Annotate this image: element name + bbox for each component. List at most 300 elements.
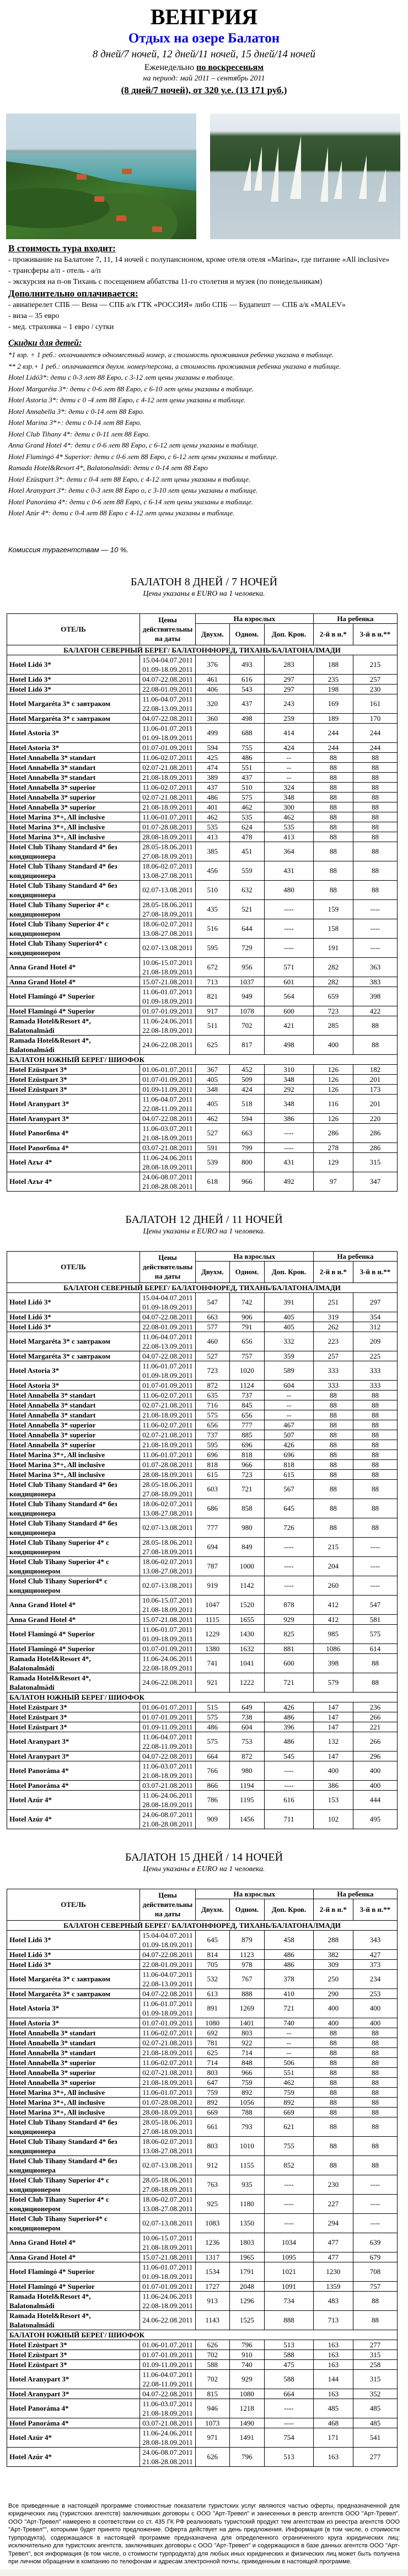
region-row: [7, 2330, 398, 2340]
price-extra-bed: 458: [265, 1930, 314, 1949]
price-extra-bed: 754: [265, 2428, 314, 2447]
price-single: 656: [229, 1410, 265, 1420]
price-double: 737: [196, 1430, 230, 1440]
price-double: 702: [196, 2369, 230, 2389]
price-child-3rd: 88: [353, 2077, 397, 2087]
valid-dates: [140, 1809, 196, 1829]
valid-dates: [140, 938, 196, 957]
hotel-name: Hotel Flamingó 4* Superior: [7, 2281, 140, 2291]
price-child-3rd: 312: [353, 1322, 397, 1332]
valid-dates: [140, 1380, 196, 1390]
valid-dates: [140, 1123, 196, 1143]
price-extra-bed: 892: [265, 2097, 314, 2107]
hotel-name: Hotel Margaréta 3* с завтраком: [7, 713, 140, 723]
hotel-name: Hotel Marina 3*+, All inclusive: [7, 1449, 140, 1459]
hotel-name: Hotel Annabella 3* superior: [7, 2067, 140, 2077]
price-child-3rd: 253: [353, 1988, 397, 1998]
price-double: 389: [196, 772, 230, 782]
price-child-3rd: 88: [353, 861, 397, 880]
price-double: 1080: [196, 2018, 230, 2028]
date-range: 10.06-15.07.2011: [142, 958, 193, 967]
kids-item: Ramada Hotel&Resort 4*, Balatonalmádi: дети с 0-14 лет 88 Евро: [8, 464, 208, 472]
price-single: 879: [229, 1930, 265, 1949]
price-child-2nd: 116: [313, 1094, 353, 1113]
date-range: 11.06-01.07.2011: [142, 1625, 193, 1634]
date-range: 01.09-18.09.2011: [142, 2008, 193, 2017]
table-row: [7, 723, 398, 742]
valid-dates: [140, 1761, 196, 1780]
hotel-name: Hotel Marina 3*+, All inclusive: [7, 2087, 140, 2097]
price-child-3rd: 88: [353, 1440, 397, 1449]
hotel-name: Hotel Ezüstpart 3*: [7, 1712, 140, 1722]
price-tables: [0, 575, 408, 2467]
hotel-name: Hotel Aranypart 3*: [7, 1113, 140, 1123]
price-extra-bed: 1095: [265, 2252, 314, 2262]
date-range: 15.07-21.08.2011: [142, 977, 193, 986]
price-child-2nd: 251: [313, 1292, 353, 1312]
price-single: 906: [229, 1312, 265, 1322]
table-title: БАЛАТОН 12 ДНЕЙ / 11 НОЧЕЙ: [125, 1213, 283, 1226]
price-child-2nd: 288: [313, 1930, 353, 1949]
price-double: 803: [196, 2136, 230, 2155]
price-extra-bed: 480: [265, 880, 314, 899]
price-child-2nd: 223: [313, 1332, 353, 1351]
price-single: 753: [229, 1732, 265, 1751]
price-from: (8 дней/7 ночей), от 320 у.е. (13 171 руб.): [121, 85, 287, 95]
valid-dates: [140, 1143, 196, 1152]
price-child-3rd: 495: [353, 1809, 397, 1829]
valid-dates: [140, 1790, 196, 1809]
price-extra-bed: 740: [265, 2018, 314, 2028]
price-single: 551: [229, 762, 265, 772]
price-child-2nd: 400: [313, 1761, 353, 1780]
price-double: 613: [196, 1988, 230, 1998]
hotel-name: Hotel Marina 3*+, All inclusive: [7, 2097, 140, 2107]
price-extra-bed: 486: [265, 1949, 314, 1959]
table-row: [7, 1469, 398, 1479]
hotel-name: Hotel Lidó 3*: [7, 1322, 140, 1332]
price-extra-bed: 616: [265, 1790, 314, 1809]
table-row: [7, 1400, 398, 1410]
valid-dates: [140, 2057, 196, 2067]
price-extra-bed: ----: [265, 1761, 314, 1780]
table-row: [7, 1292, 398, 1312]
table-row: [7, 1751, 398, 1761]
included-heading: В стоимость тура входит:: [8, 243, 116, 254]
price-child-2nd: 88: [313, 2038, 353, 2047]
kids-item: Hotel Aranypart 3*: дети с 0-3 лет 88 Евро о, с 3-10 лет цены указаны в таблице.: [8, 486, 258, 494]
price-double: 460: [196, 1332, 230, 1351]
price-double: 818: [196, 1459, 230, 1469]
price-single: 702: [229, 1016, 265, 1035]
price-child-3rd: 485: [353, 2399, 397, 2418]
date-range: 28.05-18.06.2011: [142, 842, 193, 851]
hotel-name: Hotel Lidó 3*: [7, 674, 140, 684]
price-child-3rd: 88: [353, 832, 397, 842]
price-double: 532: [196, 1969, 230, 1988]
price-extra-bed: 414: [265, 723, 314, 742]
region-north-label: БАЛАТОН СЕВЕРНЫЙ БЕРЕГ/ БАЛАТОНФЮРЕД, ТИХАНЬ/БАЛАТОНАЛМАДИ: [7, 645, 398, 655]
price-extra-bed: 348: [265, 792, 314, 802]
hotel-name: Hotel Annabella 3* standart: [7, 752, 140, 762]
table-row: [7, 2028, 398, 2038]
date-range: 11.06-02.07.2011: [142, 2058, 193, 2067]
price-child-3rd: 547: [353, 1595, 397, 1614]
valid-dates: [140, 694, 196, 713]
table-row: [7, 802, 398, 812]
price-single: 604: [229, 1722, 265, 1732]
hotel-name: Hotel Annabella 3* standart: [7, 2047, 140, 2057]
hotel-name: Hotel Club Tihany Standard 4* без кондиционера: [7, 1499, 140, 1518]
hotel-name: Hotel Annabella 3* superior: [7, 782, 140, 792]
price-double: 892: [196, 2097, 230, 2107]
table-row: [7, 2018, 398, 2028]
price-extra-bed: 878: [265, 1595, 314, 1614]
price-single: 1456: [229, 1809, 265, 1829]
kids-discounts-list: [8, 349, 400, 519]
date-range: 15.07-21.08.2011: [142, 1615, 193, 1624]
valid-dates: [140, 1930, 196, 1949]
table-row: [7, 782, 398, 792]
price-single: 1195: [229, 1790, 265, 1809]
table-row: [7, 2087, 398, 2097]
valid-dates: [140, 2233, 196, 2252]
date-range: 28.08-18.09.2011: [142, 832, 193, 841]
kids-item: Hotel Astoria 3*: дети с 0 -4 лет 88 Евро, с 4-12 лет цены указаны в таблице.: [8, 396, 246, 404]
table-row: [7, 1479, 398, 1499]
price-child-3rd: 220: [353, 1113, 397, 1123]
price-child-2nd: 88: [313, 2107, 353, 2117]
date-range: 21.08-18.09.2011: [142, 1771, 193, 1780]
price-double: 661: [196, 2117, 230, 2136]
price-extra-bed: 721: [265, 1673, 314, 1692]
price-single: 616: [229, 674, 265, 684]
date-range: 01.09-18.09.2011: [142, 2272, 193, 2281]
hotel-name: Hotel Panorбma 4*: [7, 1123, 140, 1143]
hotel-name: Anna Grand Hotel 4*: [7, 1614, 140, 1624]
valid-dates: [140, 2028, 196, 2038]
date-range: 04.07-22.08.2011: [142, 1752, 193, 1760]
hotel-name: Hotel Club Tihany Standard 4* без кондиционера: [7, 842, 140, 861]
price-single: 796: [229, 2447, 265, 2466]
included-item: - трансферы а/п - отель - а/п: [8, 267, 101, 275]
price-double: 891: [196, 1998, 230, 2018]
price-child-3rd: 88: [353, 1420, 397, 1430]
price-extra-bed: 929: [265, 1614, 314, 1624]
price-double: 1115: [196, 1614, 230, 1624]
table-row: [7, 1459, 398, 1469]
price-double: 664: [196, 1751, 230, 1761]
price-double: 692: [196, 2028, 230, 2038]
date-range: 01.07-01.09.2011: [142, 2350, 193, 2359]
price-single: 737: [229, 1390, 265, 1400]
price-child-3rd: 679: [353, 2252, 397, 2262]
col-double: Двухм.: [196, 623, 230, 645]
price-extra-bed: --: [265, 752, 314, 762]
price-extra-bed: --: [265, 1400, 314, 1410]
hotel-name: Hotel Club Tihany Superior 4* с кондиционером: [7, 919, 140, 938]
price-child-2nd: 1359: [313, 2281, 353, 2291]
valid-dates: [140, 1576, 196, 1595]
date-range: 11.06-01.07.2011: [142, 724, 193, 732]
valid-dates: [140, 1332, 196, 1351]
table-row: [7, 1624, 398, 1643]
price-child-2nd: 88: [313, 792, 353, 802]
date-range: 22.08-18.09.2011: [142, 1026, 193, 1034]
table-row: [7, 2291, 398, 2310]
price-single: 757: [229, 1351, 265, 1361]
hotel-name: Hotel Margaréta 3* с завтраком: [7, 1332, 140, 1351]
date-range: 22.08-13.09.2011: [142, 704, 193, 713]
price-child-3rd: 333: [353, 1361, 397, 1380]
table-row: [7, 2047, 398, 2057]
price-child-2nd: 158: [313, 919, 353, 938]
price-extra-bed: 545: [265, 1751, 314, 1761]
hotel-name: Hotel Marina 3*+, All inclusive: [7, 812, 140, 822]
date-range: 27.08-18.09.2011: [142, 2185, 193, 2194]
hotel-name: Hotel Azúr 4*: [7, 1809, 140, 1829]
price-child-2nd: 88: [313, 1449, 353, 1459]
hotel-name: Anna Grand Hotel 4*: [7, 2233, 140, 2252]
hotel-name: Hotel Annabella 3* standart: [7, 772, 140, 782]
price-extra-bed: 507: [265, 1430, 314, 1440]
table-header-row: [7, 1889, 398, 1899]
table-title: БАЛАТОН 15 ДНЕЙ / 14 НОЧЕЙ: [125, 1851, 283, 1863]
price-single: 845: [229, 1400, 265, 1410]
price-single: 858: [229, 1499, 265, 1518]
hotel-name: Ramada Hotel&Resort 4*, Balatonalmádi: [7, 1035, 140, 1054]
date-range: 22.08-01.09.2011: [142, 1960, 193, 1969]
hotel-name: Hotel Club Tihany Superior 4* с кондиционером: [7, 2175, 140, 2194]
hotel-name: Hotel Panoráma 4*: [7, 1761, 140, 1780]
hotel-name: Hotel Annabella 3* standart: [7, 2028, 140, 2038]
valid-dates: [140, 2194, 196, 2213]
price-single: 799: [229, 1143, 265, 1152]
price-extra-bed: --: [265, 2047, 314, 2057]
price-child-3rd: 266: [353, 1732, 397, 1751]
hotel-name: Hotel Annabella 3* superior: [7, 792, 140, 802]
price-child-3rd: 88: [353, 1479, 397, 1499]
price-child-3rd: 88: [353, 2047, 397, 2057]
price-double: 814: [196, 1949, 230, 1959]
table-row: [7, 2233, 398, 2252]
price-double: 1143: [196, 2310, 230, 2330]
hotel-name: Hotel Marina 3*+, All inclusive: [7, 832, 140, 842]
price-child-3rd: 315: [353, 1152, 397, 1172]
price-single: 437: [229, 694, 265, 713]
price-extra-bed: 486: [265, 1732, 314, 1751]
price-child-3rd: 88: [353, 2136, 397, 2155]
valid-dates: [140, 1459, 196, 1469]
date-range: 01.09-11.09.2011: [142, 1085, 193, 1093]
price-child-3rd: 88: [353, 782, 397, 792]
price-double: 499: [196, 723, 230, 742]
price-single: 966: [229, 2067, 265, 2077]
hotel-name: Hotel Club Tihany Standard 4* без кондиционера: [7, 880, 140, 899]
price-child-2nd: 88: [313, 1420, 353, 1430]
price-child-2nd: 88: [313, 812, 353, 822]
price-double: 588: [196, 2359, 230, 2369]
price-child-2nd: 215: [313, 1537, 353, 1556]
valid-dates: [140, 655, 196, 674]
date-range: 01.06-01.07.2011: [142, 1065, 193, 1074]
col-child-2nd: 2-й в н.*: [313, 1899, 353, 1920]
valid-dates: [140, 2359, 196, 2369]
price-extra-bed: 391: [265, 1292, 314, 1312]
price-double: 575: [196, 1410, 230, 1420]
table-row: [7, 861, 398, 880]
price-extra-bed: 413: [265, 832, 314, 842]
valid-dates: [140, 2018, 196, 2028]
price-child-3rd: 400: [353, 1998, 397, 2018]
price-extra-bed: 462: [265, 812, 314, 822]
price-child-2nd: 163: [313, 2340, 353, 2349]
price-child-3rd: 236: [353, 1702, 397, 1712]
price-child-2nd: 382: [313, 1949, 353, 1959]
date-range: 15.04-04.07.2011: [142, 1931, 193, 1939]
table-row: [7, 752, 398, 762]
price-extra-bed: 588: [265, 2349, 314, 2359]
table-row: [7, 2213, 398, 2233]
table-row: [7, 2262, 398, 2281]
valid-dates: [140, 1969, 196, 1988]
price-child-2nd: 88: [313, 1479, 353, 1499]
price-child-3rd: 373: [353, 1959, 397, 1969]
valid-dates: [140, 2369, 196, 2389]
table-row: [7, 2310, 398, 2330]
date-range: 11.06-02.07.2011: [142, 1420, 193, 1429]
price-double: 919: [196, 1576, 230, 1595]
price-extra-bed: 292: [265, 1084, 314, 1094]
price-child-3rd: 639: [353, 2233, 397, 2252]
price-double: 866: [196, 1780, 230, 1790]
valid-dates: [140, 2399, 196, 2418]
table-row: [7, 1123, 398, 1143]
price-child-2nd: 227: [313, 2194, 353, 2213]
price-child-2nd: 244: [313, 723, 353, 742]
price-extra-bed: 486: [265, 1712, 314, 1722]
price-child-3rd: ----: [353, 2213, 397, 2233]
valid-dates: [140, 1959, 196, 1969]
price-child-2nd: 88: [313, 2067, 353, 2077]
table-row: [7, 792, 398, 802]
price-extra-bed: 359: [265, 1351, 314, 1361]
price-child-2nd: 262: [313, 1322, 353, 1332]
price-single: 1401: [229, 2018, 265, 2028]
table-row: [7, 2077, 398, 2087]
price-child-3rd: 757: [353, 2281, 397, 2291]
valid-dates: [140, 1518, 196, 1537]
price-extra-bed: 571: [265, 957, 314, 977]
price-single: 493: [229, 655, 265, 674]
price-double: 626: [196, 2447, 230, 2466]
hotel-name: Hotel Annabella 3* superior: [7, 2057, 140, 2067]
price-double: 376: [196, 655, 230, 674]
price-extra-bed: 506: [265, 2057, 314, 2067]
price-child-3rd: 286: [353, 1143, 397, 1152]
hotel-name: Hotel Astoria 3*: [7, 1361, 140, 1380]
price-double: 405: [196, 1094, 230, 1113]
hotel-name: Hotel Panoráma 4*: [7, 2399, 140, 2418]
price-double: 702: [196, 2349, 230, 2359]
table-row: [7, 2107, 398, 2117]
price-child-2nd: 88: [313, 2057, 353, 2067]
hotel-name: Hotel Aranypart 3*: [7, 1732, 140, 1751]
hotel-name: Hotel Flamingó 4* Superior: [7, 1006, 140, 1016]
kids-item: *1 взр. + 1 реб.: оплачивается одноместный номер, а стоимость проживания ребенка указана в таблице.: [8, 351, 334, 359]
table-row: [7, 842, 398, 861]
price-extra-bed: ----: [265, 2194, 314, 2213]
price-single: 777: [229, 1420, 265, 1430]
price-child-3rd: 88: [353, 2117, 397, 2136]
region-row: [7, 645, 398, 655]
price-single: 1010: [229, 2136, 265, 2155]
valid-dates: [140, 2281, 196, 2291]
price-double: 406: [196, 684, 230, 694]
col-extra-bed: Доп. Кров.: [265, 623, 314, 645]
price-single: 742: [229, 1292, 265, 1312]
price-table: [7, 1251, 398, 1829]
price-single: 509: [229, 1074, 265, 1084]
price-double: 360: [196, 713, 230, 723]
valid-dates: [140, 2389, 196, 2399]
price-extra-bed: 283: [265, 655, 314, 674]
price-child-3rd: 170: [353, 713, 397, 723]
price-single: 1194: [229, 1780, 265, 1790]
price-single: 1791: [229, 2262, 265, 2281]
date-range: 10.06-15.07.2011: [142, 2233, 193, 2242]
date-range: 13.08-27.08.2011: [142, 871, 193, 880]
date-range: 11.06-03.07.2011: [142, 1761, 193, 1770]
valid-dates: [140, 842, 196, 861]
valid-dates: [140, 742, 196, 752]
hotel-name: Hotel Ezüstpart 3*: [7, 1722, 140, 1732]
valid-dates: [140, 1653, 196, 1673]
col-adults: На взрослых: [196, 1251, 314, 1261]
price-child-3rd: ----: [353, 2175, 397, 2194]
price-single: 800: [229, 1152, 265, 1172]
hotel-name: Hotel Marina 3*+, All inclusive: [7, 1469, 140, 1479]
date-range: 21.08-28.08.2011: [142, 2457, 193, 2466]
kids-item: Hotel Ezüstpart 3*: дети с 0-4 лет 88 Евро, с 4-12 лет цены указаны в таблице.: [8, 475, 251, 483]
price-double: 456: [196, 861, 230, 880]
hotel-name: Ramada Hotel&Resort 4*, Balatonalmádi: [7, 1673, 140, 1692]
price-table-section: [0, 1212, 408, 1829]
price-double: 645: [196, 1930, 230, 1949]
price-child-2nd: 88: [313, 1390, 353, 1400]
weekly-day: по воскресеньям: [196, 63, 264, 72]
price-double: 925: [196, 2194, 230, 2213]
table-row: [7, 2399, 398, 2418]
photo-row: [0, 114, 408, 240]
price-extra-bed: ----: [265, 2418, 314, 2428]
hotel-name: Hotel Annabella 3* superior: [7, 2077, 140, 2087]
price-single: 1520: [229, 1595, 265, 1614]
table-row: [7, 1790, 398, 1809]
included-item: - проживание на Балатоне 7, 11, 14 ночей с полупансионом, кроме отеля отеля «Marina», где питание «All inclusive»: [8, 256, 390, 264]
price-extra-bed: 755: [265, 2136, 314, 2155]
table-row: [7, 2281, 398, 2291]
valid-dates: [140, 822, 196, 832]
price-extra-bed: 567: [265, 1479, 314, 1499]
date-range: 04.07-22.08.2011: [142, 1312, 193, 1321]
col-child-3rd: 3-й в н.**: [353, 1261, 397, 1282]
price-extra-bed: ----: [265, 2399, 314, 2418]
price-single: 688: [229, 723, 265, 742]
table-subtitle: Цены указаны в EURO на 1 человека.: [143, 1227, 265, 1236]
price-child-2nd: 713: [313, 2310, 353, 2330]
price-extra-bed: 426: [265, 1702, 314, 1712]
